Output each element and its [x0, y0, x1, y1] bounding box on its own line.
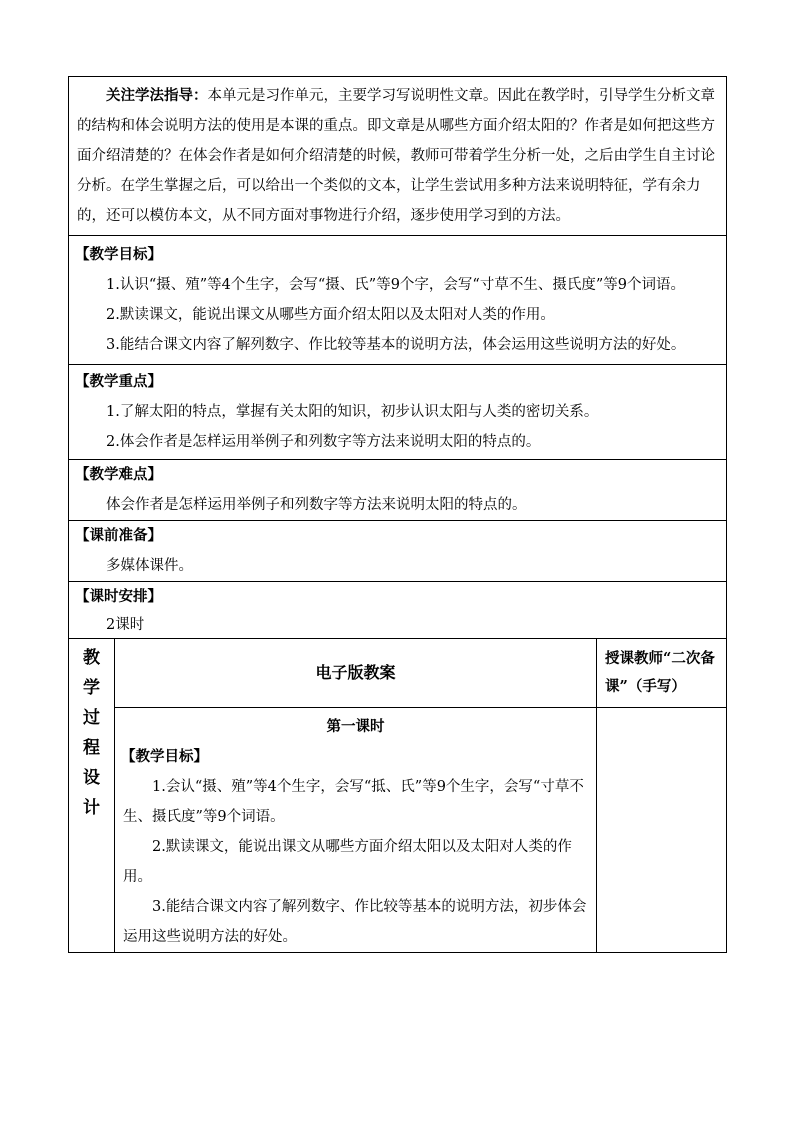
- goals-title: 【教学目标】: [75, 246, 162, 263]
- process-goal-item: 3.能结合课文内容了解列数字、作比较等基本的说明方法，初步体会运用这些说明方法的好处。: [123, 899, 587, 945]
- schedule-row: [69, 582, 727, 639]
- preparation-text: 多媒体课件。: [106, 558, 193, 574]
- difficulties-text: 体会作者是怎样运用举例子和列数字等方法来说明太阳的特点的。: [106, 497, 527, 513]
- teacher-notes-header: 授课教师“二次备课”（手写）: [597, 639, 727, 708]
- goal-item: 1.认识“摄、殖”等4个生字，会写“摄、氏”等9个字，会写“寸草不生、摄氏度”等9个词语。: [106, 277, 685, 293]
- guide-paragraph: [69, 81, 726, 231]
- key-points-cell: [69, 365, 727, 460]
- goal-item: 2.默读课文，能说出课文从哪些方面介绍太阳以及太阳对人类的作用。: [106, 307, 555, 323]
- preparation-cell: [69, 521, 727, 582]
- guide-label: 关注学法指导：: [106, 87, 208, 104]
- side-char: 学: [83, 678, 100, 698]
- lesson-title: 第一课时: [326, 718, 385, 735]
- schedule-cell: [69, 582, 727, 639]
- key-point-item: 2.体会作者是怎样运用举例子和列数字等方法来说明太阳的特点的。: [106, 434, 541, 450]
- process-header-row: [69, 639, 727, 708]
- guide-row: [69, 77, 727, 236]
- electronic-plan-header: 电子版教案: [115, 639, 597, 708]
- side-char: 程: [83, 738, 100, 758]
- process-main-cell: [115, 708, 597, 953]
- guide-text: 本单元是习作单元，主要学习写说明性文章。因此在教学时，引导学生分析文章的结构和体会说明方法的使用是本课的重点。即文章是从哪些方面介绍太阳的？作者是如何把这些方面介绍清楚的？在体会作者是如何介绍清楚的时候，教师可带着学生分析一处，之后由学生自主讨论分析。在学生掌握之后，可以给出一个类似的文本，让学生尝试用多种方法来说明特征，学有余力的，还可以模仿本文，从不同方面对事物进行介绍，逐步使用学习到的方法。: [77, 88, 715, 224]
- side-char: 过: [83, 708, 100, 728]
- guide-cell: [69, 77, 727, 236]
- schedule-text: 2课时: [106, 617, 145, 633]
- side-char: 计: [83, 798, 100, 818]
- process-side-label: [69, 639, 115, 953]
- process-body-row: [69, 708, 727, 953]
- key-point-item: 1.了解太阳的特点，掌握有关太阳的知识，初步认识太阳与人类的密切关系。: [106, 404, 599, 420]
- lesson-plan-table: [68, 76, 727, 953]
- preparation-title: 【课前准备】: [75, 527, 162, 544]
- key-points-title: 【教学重点】: [75, 373, 162, 390]
- schedule-title: 【课时安排】: [75, 588, 162, 605]
- process-goals-title: 【教学目标】: [121, 748, 208, 765]
- process-goal-item: 1.会认“摄、殖”等4个生字，会写“抵、氏”等9个生字，会写“寸草不生、摄氏度”等9个词语。: [123, 779, 584, 825]
- difficulties-row: [69, 460, 727, 521]
- lesson-plan-document: [68, 76, 726, 953]
- side-char: 设: [83, 768, 100, 788]
- preparation-row: [69, 521, 727, 582]
- difficulties-cell: [69, 460, 727, 521]
- goals-cell: [69, 236, 727, 365]
- goals-row: [69, 236, 727, 365]
- process-goal-item: 2.默读课文，能说出课文从哪些方面介绍太阳以及太阳对人类的作用。: [123, 839, 572, 885]
- goal-item: 3.能结合课文内容了解列数字、作比较等基本的说明方法，体会运用这些说明方法的好处。: [106, 337, 686, 353]
- key-points-row: [69, 365, 727, 460]
- side-char: 教: [83, 648, 100, 668]
- teacher-notes-area[interactable]: [597, 708, 727, 953]
- difficulties-title: 【教学难点】: [75, 466, 162, 483]
